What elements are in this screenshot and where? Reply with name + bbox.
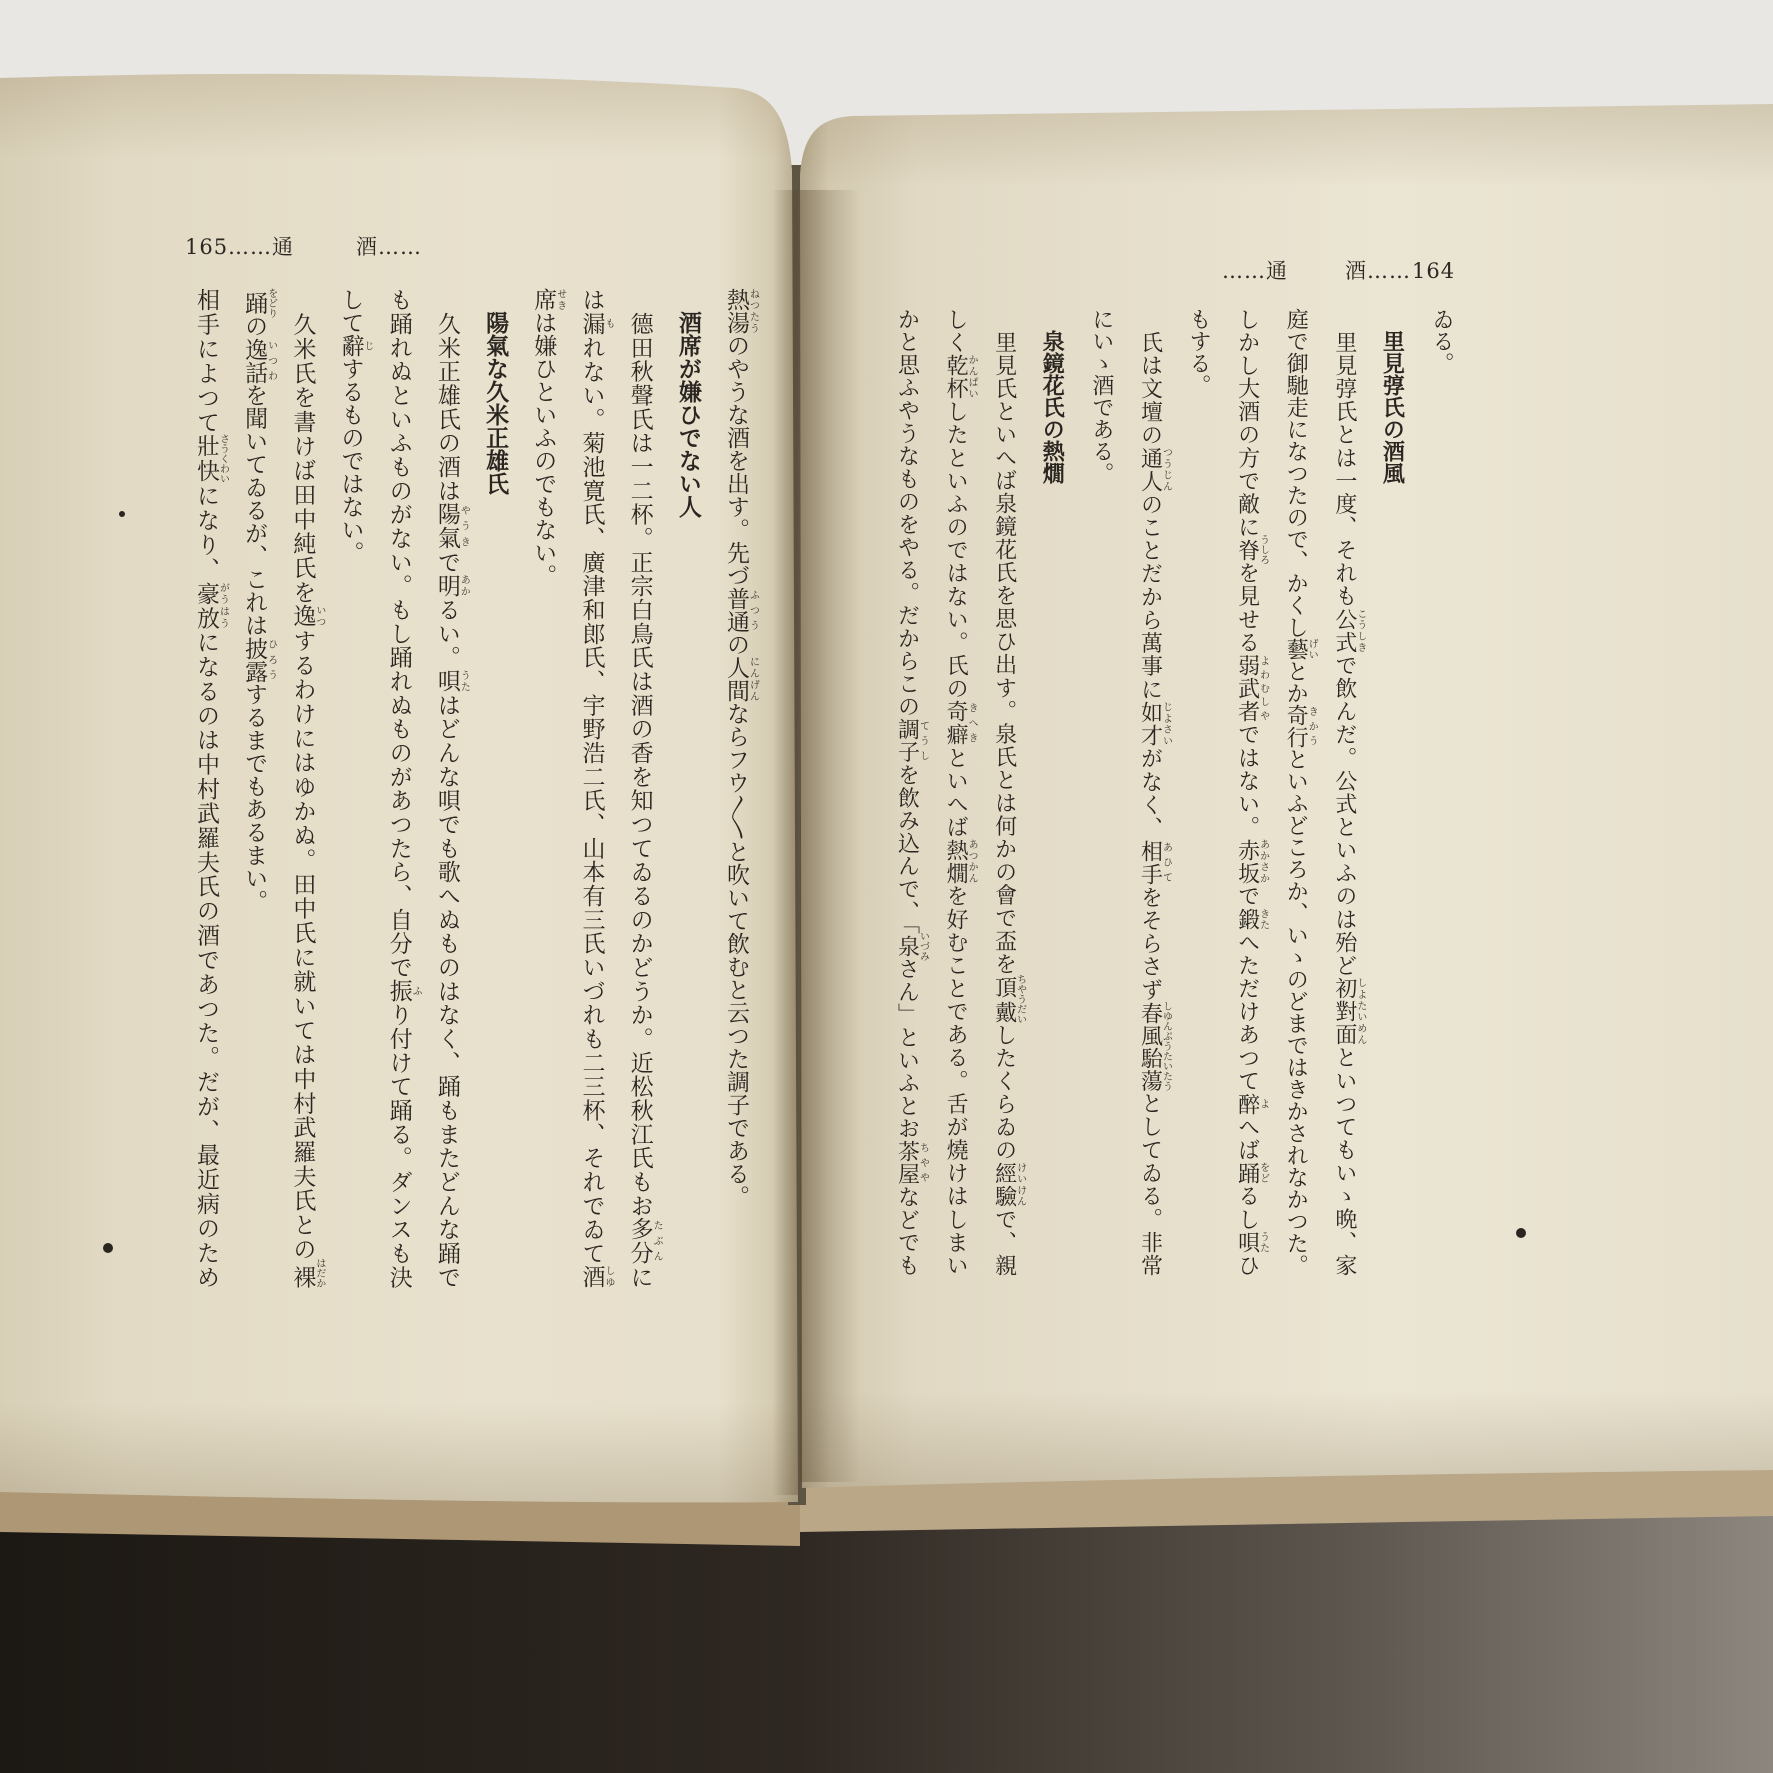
ruby-base: 明 [433, 573, 460, 598]
ruby-base: 熱燗 [943, 838, 969, 885]
furigana: じ [362, 334, 373, 357]
text-column [230, 288, 278, 1288]
ruby-base: 奇癖 [943, 700, 969, 747]
furigana: やうき [458, 502, 470, 550]
text-run: で [433, 550, 460, 574]
text-run: としてゐる。非常 [1137, 1091, 1163, 1277]
text-run: とか [1283, 660, 1309, 704]
ruby-base: 泉 [894, 931, 920, 962]
furigana: じよさい [1160, 701, 1172, 747]
ruby-base: 逸話 [241, 337, 268, 384]
ruby-word [385, 979, 422, 1003]
ruby-word [1234, 907, 1269, 932]
furigana: しよたいめん [1354, 977, 1366, 1046]
ruby-base: 藝 [1283, 638, 1309, 660]
ruby-base: 豪放 [192, 581, 219, 631]
ruby-word [433, 573, 470, 598]
text-run: 氏は文壇の [1137, 308, 1163, 447]
text-run: といつてもいゝ晩、家 [1331, 1046, 1357, 1277]
text-column [979, 308, 1028, 1276]
text-column [278, 288, 326, 1288]
right-page-text [881, 308, 1465, 1276]
furigana: てうし [917, 718, 929, 763]
ruby-word [626, 1217, 663, 1266]
furigana: ふ [410, 979, 422, 1003]
text-run: しかし大酒の方で敵に [1234, 308, 1260, 539]
ruby-base: 披露 [241, 636, 268, 683]
furigana: きた [1257, 907, 1269, 930]
text-column [375, 288, 423, 1288]
ruby-word [894, 718, 929, 764]
ruby-base: 調子 [894, 718, 920, 764]
text-run: にいゝ酒である。 [1088, 308, 1114, 484]
text-run: は [578, 288, 605, 312]
ruby-base: 春風駘蕩 [1137, 1001, 1163, 1092]
furigana: さうくわい [217, 433, 229, 484]
text-run: へば [1234, 1115, 1260, 1162]
ruby-word [943, 838, 978, 885]
furigana: ふつう [747, 587, 759, 633]
ruby-word [289, 1258, 325, 1289]
text-run: などでも [894, 1185, 920, 1277]
ruby-base: 逸 [289, 604, 316, 629]
page-number: 164 [1412, 259, 1456, 283]
ruby-word [1234, 1161, 1269, 1185]
ruby-base: 醉 [1234, 1092, 1260, 1116]
furigana: あひて [1160, 839, 1172, 885]
ruby-base: 熱湯 [723, 288, 749, 334]
text-run: を聞いてゐるが、これは [241, 383, 268, 637]
ink-spot [1516, 1228, 1526, 1238]
text-column [1416, 308, 1465, 1276]
text-run: がなく、 [1137, 747, 1163, 840]
furigana: かんぱい [966, 354, 978, 400]
text-run: の [241, 314, 268, 338]
furigana: けいけん [1014, 1161, 1026, 1207]
furigana: ねつたう [747, 288, 759, 334]
ruby-base: 脊 [1234, 534, 1260, 565]
ruby-word [578, 311, 614, 336]
ruby-word [1234, 1231, 1269, 1255]
ruby-base: 辭 [337, 334, 364, 357]
right-gutter-shadow [800, 190, 860, 1482]
ruby-base: 裸 [289, 1258, 316, 1289]
ruby-word [337, 334, 373, 357]
ruby-base: 奇行 [1283, 704, 1309, 748]
ruby-word [991, 1161, 1026, 1208]
section-heading: 陽氣な久米正雄氏 [482, 311, 510, 495]
ruby-word [1137, 839, 1172, 887]
ruby-word [894, 931, 929, 962]
left-gutter-shadow [772, 190, 798, 1495]
ruby-base: 經驗 [991, 1161, 1017, 1208]
ruby-base: 乾杯 [943, 354, 969, 401]
text-run: かと思ふやうなものをやる。だからこの [894, 308, 920, 719]
ruby-word [943, 354, 978, 401]
ruby-word [1234, 534, 1269, 565]
furigana: をど [1257, 1161, 1269, 1184]
furigana: よわむしや [1257, 654, 1269, 723]
text-run: といふどころか、いゝのどまではきかされなかつた。 [1283, 748, 1309, 1276]
furigana: にんげん [747, 656, 759, 702]
ruby-word [723, 656, 759, 702]
furigana: しゆんぷうたいたう [1160, 1001, 1172, 1092]
furigana: つうじん [1160, 446, 1172, 492]
ruby-base: 公式 [1331, 607, 1357, 655]
ruby-word [241, 337, 277, 384]
ruby-base: 如才 [1137, 701, 1163, 748]
text-run: 庭で御馳走になつたので、かくし [1283, 308, 1309, 638]
furigana: をどり [265, 288, 277, 318]
ruby-word [1234, 1092, 1269, 1116]
text-run: に [626, 1265, 653, 1289]
furigana: うしろ [1257, 534, 1269, 565]
section-heading: 酒席が嫌ひでない人 [674, 311, 702, 518]
text-column [1076, 308, 1125, 1276]
ruby-word [1283, 704, 1318, 748]
ruby-word [723, 288, 759, 334]
ruby-word [289, 604, 325, 629]
text-run: したといふのではない。氏の [943, 400, 969, 701]
ruby-word [1283, 638, 1318, 660]
ink-spot [119, 511, 125, 517]
ink-spot [103, 1243, 113, 1253]
text-column [519, 288, 567, 1288]
text-column [423, 288, 471, 1288]
ruby-base: 初對面 [1331, 977, 1357, 1047]
text-column [1125, 308, 1174, 1276]
text-run: は嫌ひといふのでもない。 [530, 311, 557, 587]
text-run: り付けて踊る。ダンスも決 [385, 1002, 412, 1289]
text-run: しく [943, 308, 969, 355]
ruby-word [530, 288, 566, 311]
ruby-base: 酒 [578, 1265, 605, 1289]
furigana: いつわ [265, 337, 277, 384]
ruby-word [943, 700, 978, 747]
furigana: たぶん [651, 1217, 663, 1265]
text-run: になり、 [192, 482, 219, 582]
ruby-base: 漏 [578, 311, 605, 336]
furigana: がうはう [217, 581, 229, 629]
ruby-word [894, 1140, 929, 1186]
ruby-base: 陽氣 [433, 502, 460, 551]
text-run: をそらさず [1137, 886, 1163, 1002]
furigana: ひろう [265, 636, 277, 683]
text-run: 里見弴氏とは一度、それも [1331, 308, 1357, 608]
text-run: 德田秋聲氏は一二杯。正宗白鳥氏は酒の香を知つてゐるのかどうか。近松秋江氏もお [626, 288, 653, 1218]
text-run: で飲んだ。公式といふのは殆ど [1331, 654, 1357, 978]
text-run: したくらゐの [991, 1022, 1017, 1162]
text-column [567, 288, 615, 1288]
text-run: 里見氏といへば泉鏡花氏を思ひ出す。泉氏とは何かの會で盃を [991, 308, 1017, 976]
furigana: うた [458, 669, 470, 693]
furigana: ちやうだい [1014, 974, 1026, 1025]
text-run: して [337, 288, 364, 334]
text-column [1222, 308, 1271, 1276]
text-run: の [723, 633, 749, 656]
text-run: 久米正雄氏の酒は [433, 288, 460, 503]
ruby-word [1234, 838, 1269, 885]
ruby-base: 普通 [723, 587, 749, 633]
text-run: 相手によつて [192, 288, 219, 435]
furigana: いづみ [917, 931, 929, 962]
text-column [615, 288, 663, 1288]
text-run: するまでもあるまい。 [241, 682, 268, 913]
text-run: るい。 [433, 597, 460, 670]
text-run: を好むことである。舌が燒けはしまい [943, 884, 969, 1277]
furigana: あか [458, 573, 470, 597]
text-run: を見せる [1234, 560, 1260, 655]
ruby-word [192, 433, 229, 484]
page-number: 165 [185, 235, 229, 259]
text-column [326, 288, 374, 1288]
text-run: を飲み込んで、「 [894, 763, 920, 936]
ruby-word [241, 636, 277, 683]
furigana: はだか [313, 1258, 325, 1289]
text-run: ならフウ〳〵と吹いて飲むと云つた調子である。 [723, 702, 749, 1208]
text-run: へただけあつて [1234, 931, 1260, 1093]
text-run: もする。 [1186, 308, 1212, 396]
ruby-base: 赤坂 [1234, 838, 1260, 885]
text-run: ではない。 [1234, 723, 1260, 839]
furigana: しゆ [602, 1265, 614, 1289]
ruby-base: 席 [530, 288, 557, 311]
text-run: さん」といふとお [894, 957, 920, 1141]
text-column [1271, 308, 1320, 1276]
furigana: せき [554, 288, 566, 311]
text-column [182, 288, 230, 1288]
ruby-base: 壯快 [192, 433, 219, 484]
furigana: うた [1257, 1231, 1269, 1254]
running-title-right: 酒…… [356, 235, 422, 259]
ruby-base: 人間 [723, 656, 749, 702]
furigana: あつかん [966, 838, 978, 884]
furigana: いつ [313, 604, 325, 628]
ruby-word [1331, 977, 1366, 1047]
ruby-word [433, 669, 470, 694]
ruby-word [723, 587, 759, 633]
text-run: になるのは中村武羅夫氏の酒であつた。だが、最近病のため [192, 630, 219, 1289]
text-run: も踊れぬといふものがない。もし踊れぬものがあつたら、自分で [385, 288, 412, 980]
text-run: するわけにはゆかぬ。田中氏に就いては中村武羅夫氏との [289, 628, 316, 1262]
furigana: あかさか [1257, 838, 1269, 884]
text-column [930, 308, 979, 1276]
ruby-word [1234, 654, 1269, 724]
running-title-left: ……通 [228, 235, 294, 259]
ruby-word [1331, 607, 1366, 655]
text-column [882, 308, 931, 1276]
section-heading: 泉鏡花氏の熱燗 [1039, 330, 1066, 484]
ruby-word [1137, 446, 1172, 493]
furigana: こうしき [1354, 607, 1366, 654]
ruby-word [1137, 1001, 1172, 1092]
ruby-word [991, 974, 1026, 1025]
ruby-word [241, 288, 277, 318]
left-page-text [181, 288, 760, 1288]
ruby-base: 頂戴 [991, 974, 1017, 1025]
ruby-base: 踊 [1234, 1161, 1260, 1185]
text-run: するものではない。 [337, 357, 364, 564]
ruby-word [433, 502, 470, 551]
ruby-base: 通人 [1137, 446, 1163, 493]
text-run: のことだから萬事に [1137, 492, 1163, 702]
furigana: ちやや [917, 1140, 929, 1185]
text-column [712, 288, 760, 1288]
text-run: といへば [943, 746, 969, 839]
ruby-word [578, 1265, 614, 1289]
ruby-base: 鍛 [1234, 907, 1260, 932]
running-title-right: 酒…… [1345, 259, 1411, 283]
ruby-base: 弱武者 [1234, 654, 1260, 724]
text-run: はどんな唄でも歌へぬものはなく、踊もまたどんな踊で [433, 693, 460, 1289]
ruby-base: 茶屋 [894, 1140, 920, 1186]
text-run: 久米氏を書けば田中純氏を [289, 288, 316, 605]
text-run: のやうな酒を出す。先づ [723, 334, 749, 587]
ruby-base: 唄 [433, 669, 460, 694]
text-run: ゐる。 [1429, 308, 1454, 374]
text-column [1319, 308, 1368, 1276]
text-column [1173, 308, 1222, 1276]
ruby-word [192, 581, 229, 631]
furigana: げい [1306, 638, 1318, 660]
section-heading: 里見弴氏の酒風 [1379, 330, 1406, 484]
furigana: よ [1257, 1092, 1269, 1115]
ruby-base: 踊 [241, 288, 268, 318]
ruby-word [1137, 701, 1172, 748]
furigana: きかう [1306, 704, 1318, 748]
text-run: れない。菊池寛氏、廣津和郎氏、宇野浩二氏、山本有三氏いづれも二三杯、それでゐて [578, 335, 605, 1266]
ruby-base: 相手 [1137, 839, 1163, 887]
furigana: も [602, 311, 614, 335]
text-run: で [1234, 884, 1260, 908]
running-title-left: ……通 [1222, 259, 1288, 283]
ruby-base: 多分 [626, 1217, 653, 1266]
text-run: ひ [1234, 1254, 1260, 1277]
ruby-base: 振 [385, 979, 412, 1003]
furigana: きへき [966, 700, 978, 746]
text-run: で、親 [991, 1207, 1017, 1277]
ruby-base: 唄 [1234, 1231, 1260, 1255]
text-run: るし [1234, 1184, 1260, 1232]
